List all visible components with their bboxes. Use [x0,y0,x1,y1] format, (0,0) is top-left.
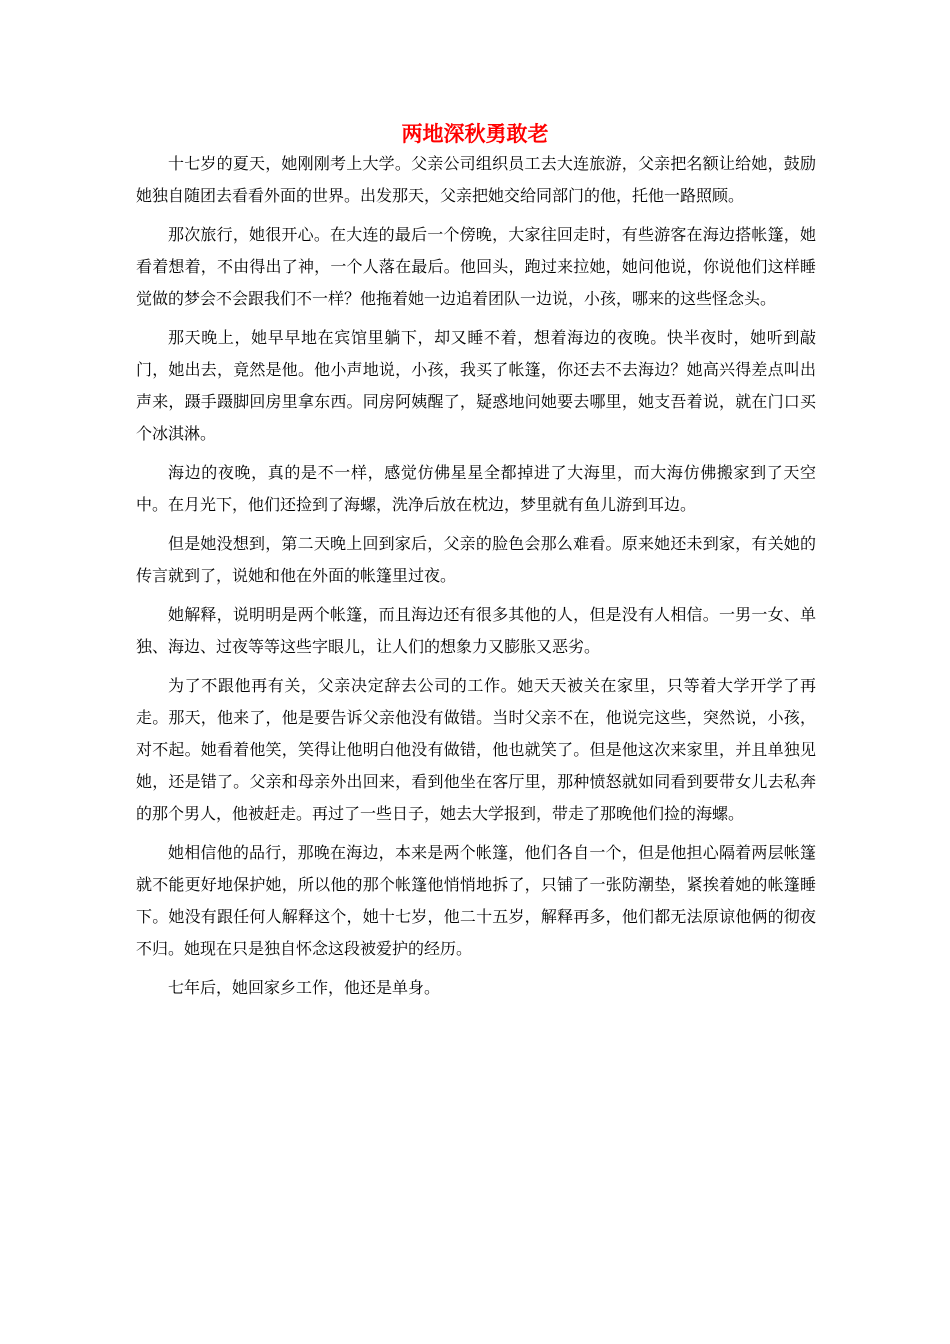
paragraph: 她相信他的品行，那晚在海边，本来是两个帐篷，他们各自一个，但是他担心隔着两层帐篷就不能更好地保护她，所以他的那个帐篷他悄悄地拆了，只铺了一张防潮垫，紧挨着她的帐篷睡下。她没有跟任何人解释这个，她十七岁，他二十五岁，解释再多，他们都无法原谅他俩的彻夜不归。她现在只是独自怀念这段被爱护的经历。 [136,843,816,958]
paragraph: 她解释，说明明是两个帐篷，而且海边还有很多其他的人，但是没有人相信。一男一女、单独、海边、过夜等等这些字眼儿，让人们的想象力又膨胀又恶劣。 [136,605,816,656]
paragraph: 海边的夜晚，真的是不一样，感觉仿佛星星全都掉进了大海里，而大海仿佛搬家到了天空中。在月光下，他们还捡到了海螺，洗净后放在枕边，梦里就有鱼儿游到耳边。 [136,463,816,514]
paragraph: 十七岁的夏天，她刚刚考上大学。父亲公司组织员工去大连旅游，父亲把名额让给她，鼓励她独自随团去看看外面的世界。出发那天，父亲把她交给同部门的他，托他一路照顾。 [136,154,816,205]
paragraph: 但是她没想到，第二天晚上回到家后，父亲的脸色会那么难看。原来她还未到家，有关她的传言就到了，说她和他在外面的帐篷里过夜。 [136,534,816,585]
paragraph: 为了不跟他再有关，父亲决定辞去公司的工作。她天天被关在家里，只等着大学开学了再走。那天，他来了，他是要告诉父亲他没有做错。当时父亲不在，他说完这些，突然说，小孩，对不起。她看着他笑，笑得让他明白他没有做错，他也就笑了。但是他这次来家里，并且单独见她，还是错了。父亲和母亲外出回来，看到他坐在客厅里，那种愤怒就如同看到要带女儿去私奔的那个男人，他被赶走。再过了一些日子，她去大学报到，带走了那晚他们捡的海螺。 [136,676,816,823]
article-body [136,148,816,1011]
paragraph: 那次旅行，她很开心。在大连的最后一个傍晚，大家往回走时，有些游客在海边搭帐篷，她看着想着，不由得出了神，一个人落在最后。他回头，跑过来拉她，她问他说，你说他们这样睡觉做的梦会不会跟我们不一样？他拖着她一边追着团队一边说，小孩，哪来的这些怪念头。 [136,225,816,308]
paragraph: 那天晚上，她早早地在宾馆里躺下，却又睡不着，想着海边的夜晚。快半夜时，她听到敲门，她出去，竟然是他。他小声地说，小孩，我买了帐篷，你还去不去海边？她高兴得差点叫出声来，蹑手蹑脚回房里拿东西。同房阿姨醒了，疑惑地问她要去哪里，她支吾着说，就在门口买个冰淇淋。 [136,328,816,443]
article-title: 两地深秋勇敢老 [401,121,549,146]
paragraph: 七年后，她回家乡工作，他还是单身。 [168,978,441,997]
